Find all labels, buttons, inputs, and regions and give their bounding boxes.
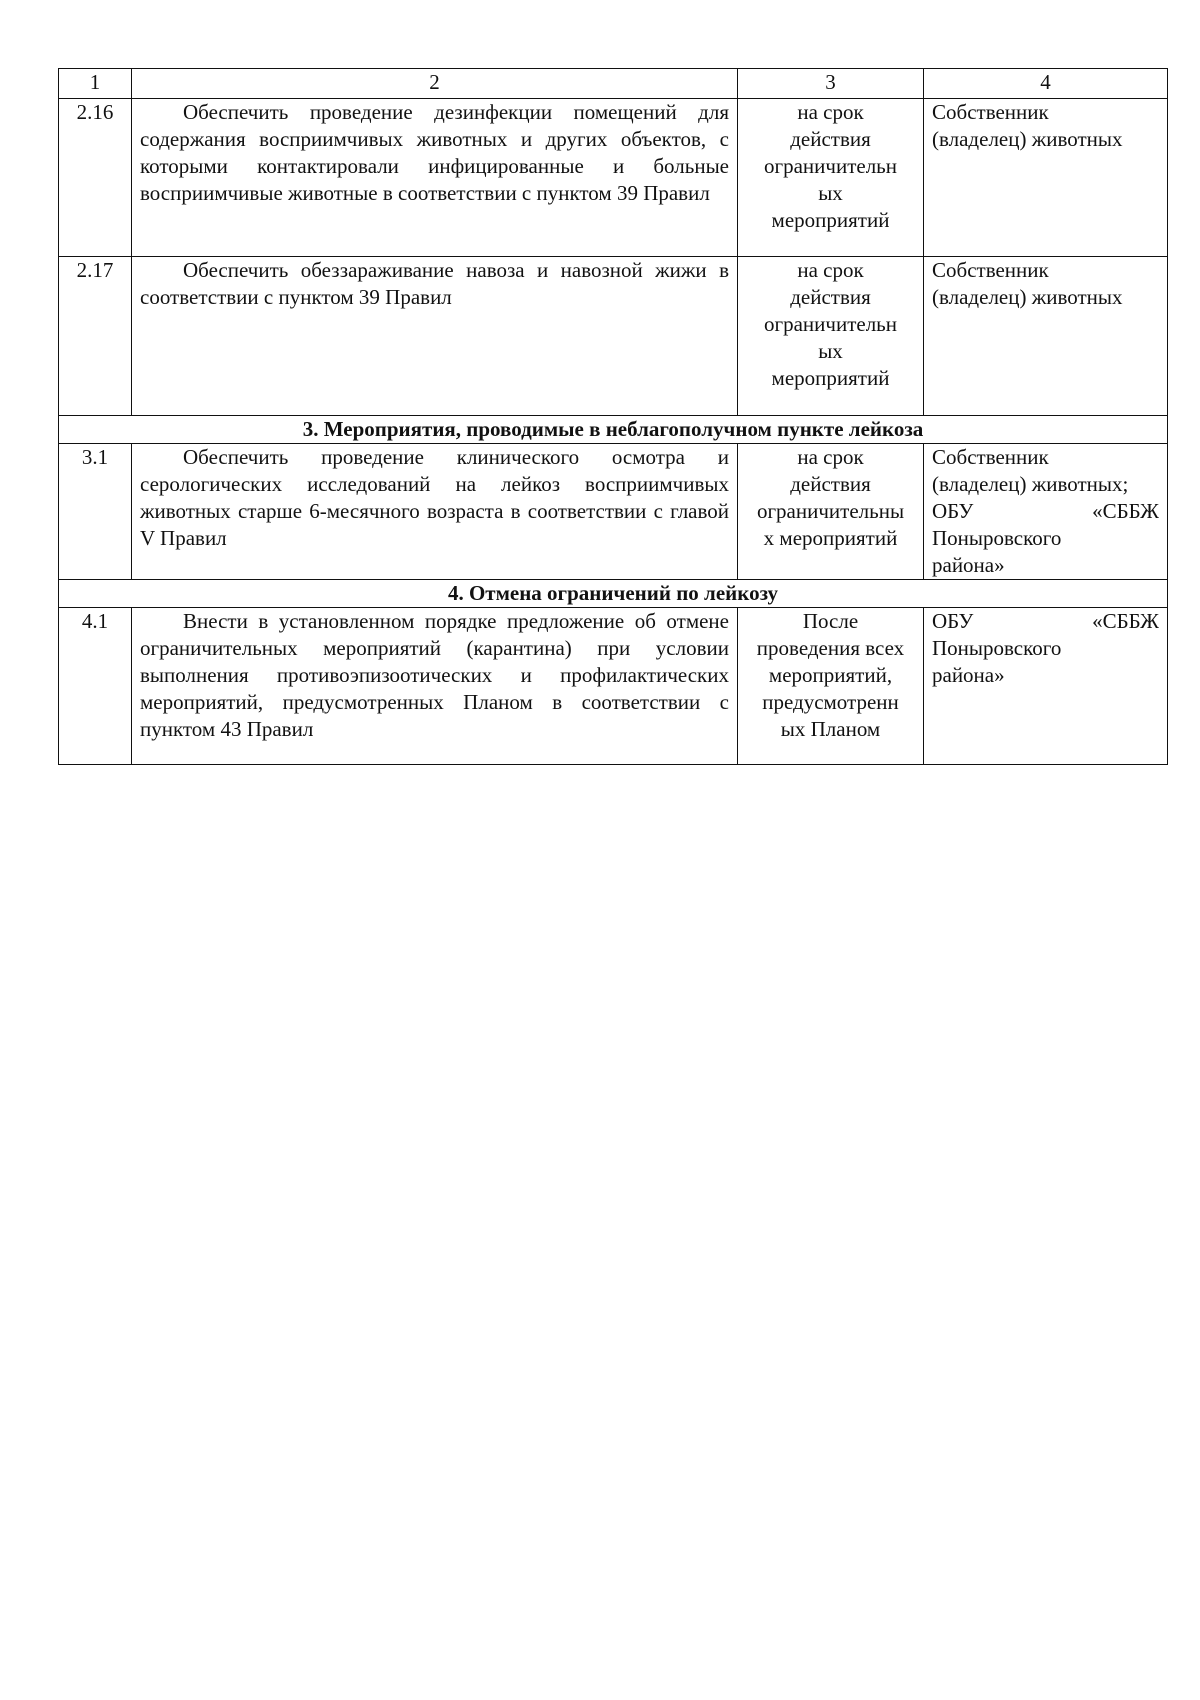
responsible-org-type: ОБУ <box>932 609 974 633</box>
task-text: Внести в установленном порядке предложение об отмене ограничительных мероприятий (карантина) при условии выполнения противоэпизоотических и профилактических мероприятий, предусмотренных Планом в соответствии с пунктом 43 Правил <box>140 609 729 741</box>
term-line: х мероприятий <box>763 526 898 550</box>
responsible-line: района» <box>932 553 1005 577</box>
term-line: мероприятий <box>771 366 890 390</box>
term-line: ограничительн <box>763 312 897 336</box>
task-text: Обеспечить проведение клинического осмотра и серологических исследований на лейкоз восприимчивых животных старше 6-месячного возраста в соответствии с главой V Правил <box>140 445 729 550</box>
responsible-line: Собственник <box>932 445 1049 469</box>
row-number: 3.1 <box>59 444 132 580</box>
row-number: 2.16 <box>59 99 132 257</box>
row-term <box>738 99 924 257</box>
responsible-org-type: ОБУ <box>932 499 974 523</box>
term-line: После <box>802 609 859 633</box>
row-number: 2.17 <box>59 257 132 416</box>
section-3-title: 3. Мероприятия, проводимые в неблагополучном пункте лейкоза <box>59 416 1168 444</box>
header-col-4: 4 <box>924 69 1168 99</box>
responsible-line: (владелец) животных; <box>932 472 1129 496</box>
row-term <box>738 608 924 765</box>
term-line: на срок <box>797 100 864 124</box>
responsible-line <box>932 608 1159 635</box>
measures-table <box>58 68 1168 765</box>
responsible-org-name: «СББЖ <box>1092 609 1159 633</box>
row-number: 4.1 <box>59 608 132 765</box>
term-line: действия <box>790 285 871 309</box>
responsible-line: Поныровского <box>932 526 1062 550</box>
responsible-line: района» <box>932 663 1005 687</box>
responsible-line: (владелец) животных <box>932 285 1123 309</box>
table-row <box>59 608 1168 765</box>
row-task <box>132 99 738 257</box>
term-line: действия <box>790 127 871 151</box>
row-term <box>738 257 924 416</box>
table-row <box>59 444 1168 580</box>
table-row <box>59 257 1168 416</box>
term-line: ых Планом <box>780 717 881 741</box>
responsible-org-name: «СББЖ <box>1092 499 1159 523</box>
responsible-line: Собственник <box>932 100 1049 124</box>
row-task <box>132 257 738 416</box>
term-line: ых <box>818 181 843 205</box>
header-col-2: 2 <box>132 69 738 99</box>
term-line: ых <box>818 339 843 363</box>
row-responsible <box>924 608 1168 765</box>
responsible-line: Собственник <box>932 258 1049 282</box>
term-line: на срок <box>797 445 864 469</box>
row-responsible <box>924 99 1168 257</box>
row-task <box>132 608 738 765</box>
table-row <box>59 99 1168 257</box>
term-line: на срок <box>797 258 864 282</box>
row-responsible <box>924 257 1168 416</box>
term-line: предусмотренн <box>762 690 899 714</box>
responsible-line: Поныровского <box>932 636 1062 660</box>
header-col-1: 1 <box>59 69 132 99</box>
term-line: мероприятий, <box>768 663 893 687</box>
header-col-3: 3 <box>738 69 924 99</box>
responsible-line <box>932 498 1159 525</box>
term-line: мероприятий <box>771 208 890 232</box>
row-term <box>738 444 924 580</box>
responsible-line: (владелец) животных <box>932 127 1123 151</box>
table-header-row <box>59 69 1168 99</box>
task-text: Обеспечить проведение дезинфекции помещений для содержания восприимчивых животных и других объектов, с которыми контактировали инфицированные и больные восприимчивые животные в соответствии с пунктом 39 Правил <box>140 100 729 205</box>
section-heading-row <box>59 416 1168 444</box>
task-text: Обеспечить обеззараживание навоза и навозной жижи в соответствии с пунктом 39 Правил <box>140 258 729 309</box>
section-4-title: 4. Отмена ограничений по лейкозу <box>59 580 1168 608</box>
section-heading-row <box>59 580 1168 608</box>
row-task <box>132 444 738 580</box>
term-line: ограничительн <box>763 154 897 178</box>
term-line: проведения всех <box>756 636 905 660</box>
term-line: ограничительны <box>756 499 905 523</box>
term-line: действия <box>790 472 871 496</box>
row-responsible <box>924 444 1168 580</box>
